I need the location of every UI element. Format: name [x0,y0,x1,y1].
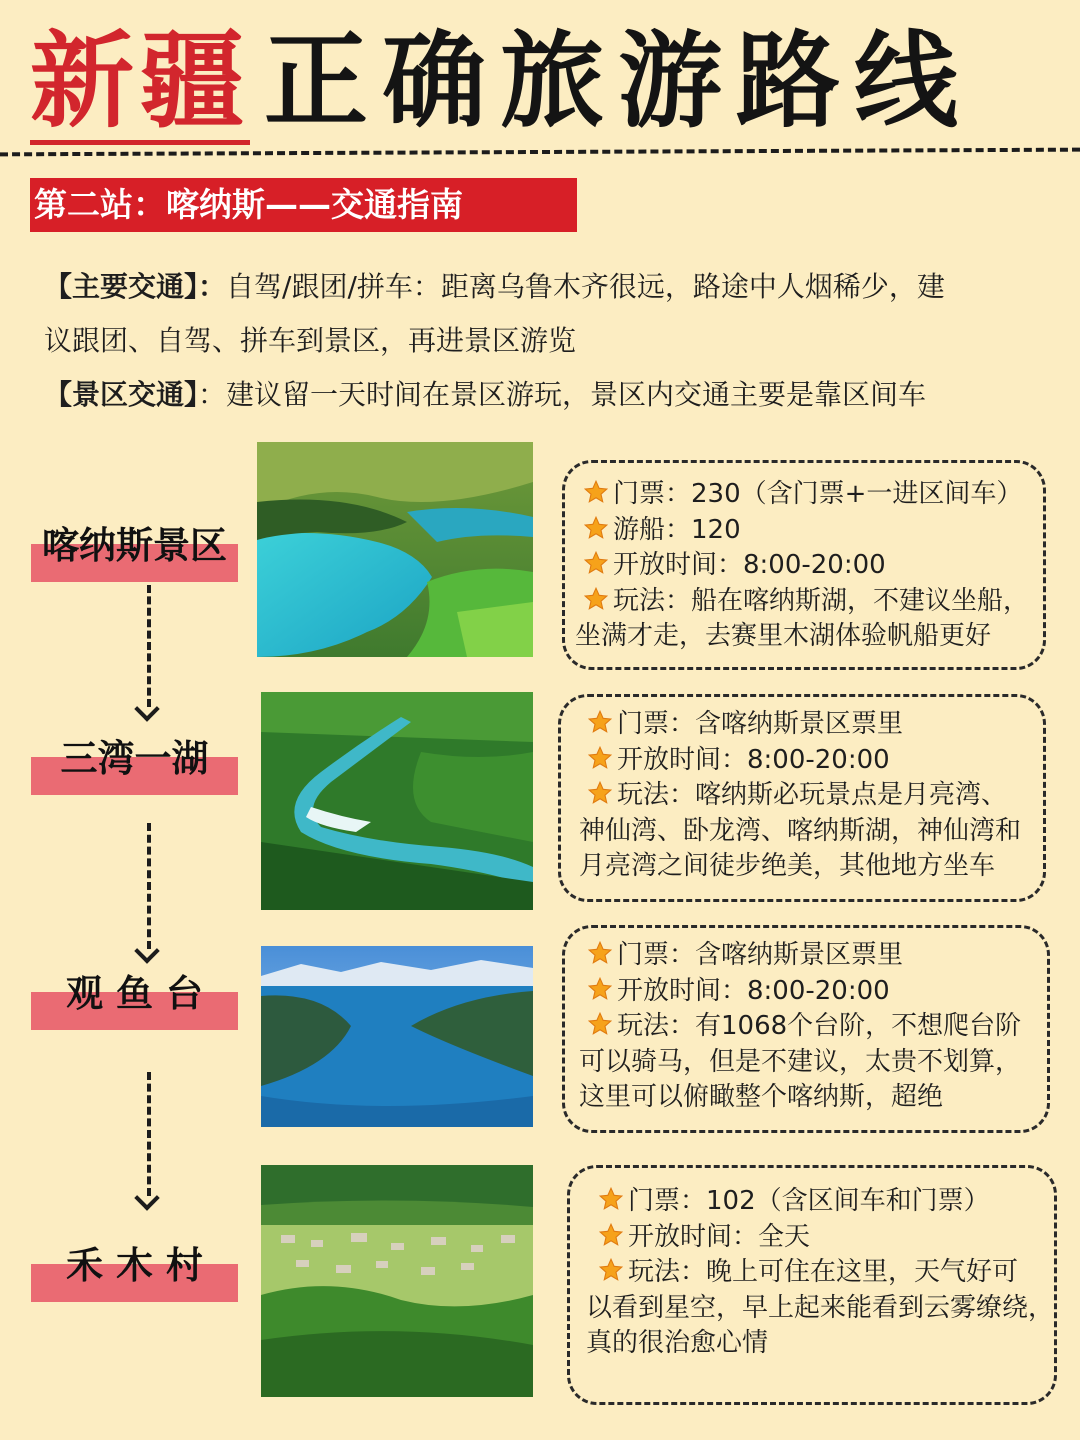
title-red: 新疆 [30,22,250,145]
spot-label-hemu-village: 禾 木 村 [31,1240,238,1302]
star-icon [587,976,613,1002]
spot-label-fish-platform: 观 鱼 台 [31,968,238,1030]
star-icon [587,940,613,966]
star-icon [583,479,609,505]
area-transport-text: ：建议留一天时间在景区游玩，景区内交通主要是靠区间车 [198,378,927,411]
route-connector [147,823,151,949]
route-connector [147,585,151,707]
spot-label-kanas: 喀纳斯景区 [31,520,238,582]
info-card-three-bays: 门票：含喀纳斯景区票里 开放时间：8:00-20:00 玩法：喀纳斯必玩景点是月亮湾、 神仙湾、卧龙湾、喀纳斯湖，神仙湾和 月亮湾之间徒步绝美，其他地方坐车 [558,694,1046,902]
star-icon [587,780,613,806]
main-transport-text: 自驾/跟团/拼车：距离乌鲁木齐很远，路途中人烟稀少，建 [226,270,945,303]
star-icon [587,745,613,771]
area-transport-line [44,368,926,422]
area-transport-label: 【景区交通】 [44,378,199,411]
info-card-kanas: 门票：230（含门票+一进区间车） 游船：120 开放时间：8:00-20:00 玩法：船在喀纳斯湖，不建议坐船， 坐满才走，去赛里木湖体验帆船更好 [562,460,1046,670]
main-transport-label: 【主要交通】： [44,270,227,303]
star-icon [587,709,613,735]
kanas-lake-photo [257,442,533,657]
star-icon [587,1011,613,1037]
main-transport-line [44,260,945,314]
main-transport-line-2: 议跟团、自驾、拼车到景区，再进景区游览 [44,324,577,357]
arrow-down-icon [134,938,159,963]
star-icon [598,1186,624,1212]
river-bend-photo [261,692,533,910]
station-banner: 第二站：喀纳斯——交通指南 [30,178,577,232]
star-icon [583,515,609,541]
info-card-fish-platform: 门票：含喀纳斯景区票里 开放时间：8:00-20:00 玩法：有1068个台阶，不想爬台阶 可以骑马，但是不建议，太贵不划算， 这里可以俯瞰整个喀纳斯，超绝 [562,925,1050,1133]
arrow-down-icon [134,1185,159,1210]
star-icon [583,586,609,612]
star-icon [583,550,609,576]
hemu-village-photo [261,1165,533,1397]
title-divider [0,148,1080,157]
star-icon [598,1257,624,1283]
fish-viewing-photo [261,946,533,1127]
title-black: 正确旅游路线 [264,20,973,142]
arrow-down-icon [134,696,159,721]
route-connector [147,1072,151,1196]
info-card-hemu-village: 门票：102（含区间车和门票） 开放时间：全天 玩法：晚上可住在这里，天气好可 以看到星空，早上起来能看到云雾缭绕， 真的很治愈心情 [567,1165,1057,1405]
star-icon [598,1222,624,1248]
page-title [30,22,972,142]
spot-label-three-bays: 三湾一湖 [31,733,238,795]
